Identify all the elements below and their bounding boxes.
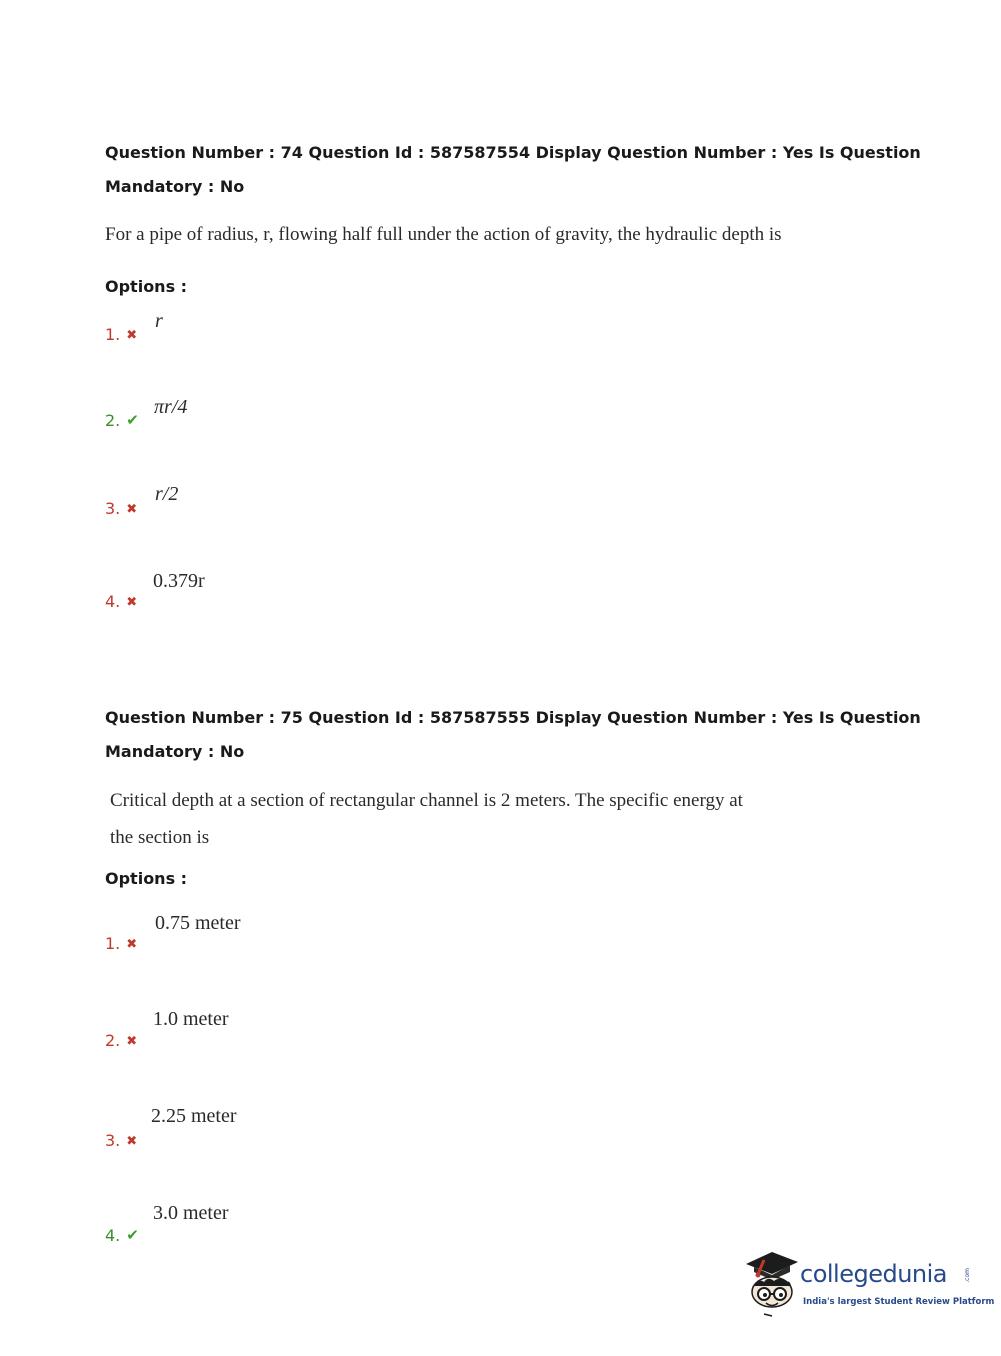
- question-text: Critical depth at a section of rectangular channel is 2 meters. The specific energy at: [110, 790, 743, 811]
- question-text: For a pipe of radius, r, flowing half full under the action of gravity, the hydraulic depth is: [105, 224, 782, 245]
- question-header: Question Number : 74 Question Id : 587587554 Display Question Number : Yes Is Question: [105, 143, 921, 162]
- correct-check-icon: ✔: [126, 411, 139, 429]
- logo-domain-suffix: .com: [964, 1268, 971, 1283]
- option-number-label: 4.: [105, 592, 121, 611]
- options-label: Options :: [105, 869, 188, 888]
- wrong-mark-icon: ✖: [126, 595, 138, 610]
- option-value: 0.379r: [153, 570, 205, 592]
- option-number: [105, 592, 137, 611]
- option-number: [105, 499, 137, 518]
- option-number: [105, 1031, 137, 1050]
- wrong-mark-icon: ✖: [126, 502, 138, 517]
- option-number-label: 1.: [105, 325, 121, 344]
- question-header: Question Number : 75 Question Id : 587587555 Display Question Number : Yes Is Question: [105, 708, 921, 727]
- mascot-icon: [742, 1248, 800, 1318]
- option-number-label: 2.: [105, 1031, 121, 1050]
- wrong-mark-icon: ✖: [126, 1034, 138, 1049]
- logo-wordmark: collegedunia: [800, 1260, 948, 1288]
- option-number: [105, 411, 139, 430]
- question-header-mandatory: Mandatory : No: [105, 742, 245, 761]
- option-number-label: 3.: [105, 499, 121, 518]
- correct-check-icon: ✔: [126, 1226, 139, 1244]
- option-number: [105, 934, 137, 953]
- option-value: 0.75 meter: [155, 912, 241, 934]
- option-value: 1.0 meter: [153, 1008, 229, 1030]
- option-number: [105, 325, 137, 344]
- question-text-continued: the section is: [110, 827, 210, 848]
- wrong-mark-icon: ✖: [126, 1134, 138, 1149]
- option-number-label: 3.: [105, 1131, 121, 1150]
- logo-tagline: India's largest Student Review Platform: [803, 1297, 995, 1307]
- collegedunia-logo: [742, 1248, 995, 1318]
- options-label: Options :: [105, 277, 188, 296]
- question-header-mandatory: Mandatory : No: [105, 177, 245, 196]
- option-number-label: 1.: [105, 934, 121, 953]
- option-value: 3.0 meter: [153, 1202, 229, 1224]
- option-value: r: [155, 310, 163, 332]
- wrong-mark-icon: ✖: [126, 328, 138, 343]
- option-number-label: 2.: [105, 411, 121, 430]
- wrong-mark-icon: ✖: [126, 937, 138, 952]
- option-number: [105, 1226, 139, 1245]
- option-number-label: 4.: [105, 1226, 121, 1245]
- option-number: [105, 1131, 137, 1150]
- option-value: 2.25 meter: [151, 1105, 237, 1127]
- option-value: πr/4: [154, 396, 188, 418]
- option-value: r/2: [155, 483, 179, 505]
